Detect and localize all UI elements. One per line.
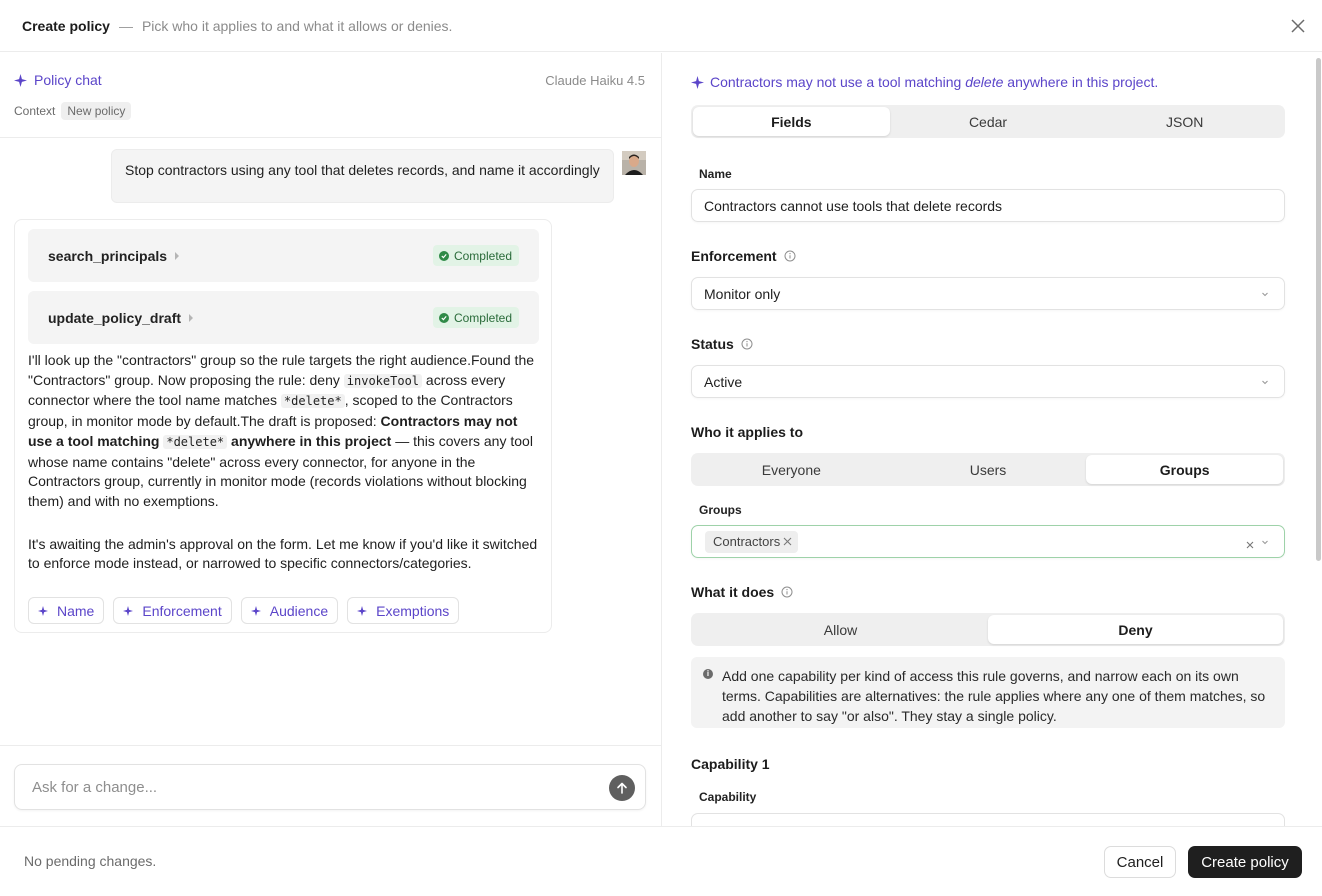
tool-name: update_policy_draft <box>48 309 182 326</box>
chat-title-text: Policy chat <box>34 72 102 88</box>
status-badge <box>433 245 519 266</box>
chat-input-area <box>0 745 661 826</box>
capability-section-label <box>691 756 770 772</box>
chat-title <box>14 72 102 88</box>
remove-chip-button[interactable] <box>783 537 792 546</box>
status-text: Completed <box>453 248 512 263</box>
policy-form-panel <box>663 53 1322 826</box>
sparkle-icon <box>14 74 27 87</box>
assistant-message <box>14 219 552 633</box>
policy-chat-panel <box>0 53 662 826</box>
does-label <box>691 584 793 600</box>
sparkle-icon <box>251 606 261 616</box>
sparkle-icon <box>38 606 48 616</box>
assistant-paragraph <box>28 351 543 512</box>
suggestion-label: Audience <box>269 602 329 619</box>
group-chip <box>705 531 798 553</box>
close-icon <box>783 537 792 546</box>
tool-call-search-principals[interactable] <box>28 229 539 282</box>
info-icon[interactable] <box>741 338 753 350</box>
name-field-wrap <box>691 189 1285 222</box>
assistant-text <box>28 351 543 574</box>
info-text: Add one capability per kind of access this rule governs, and narrow each on its own terms. Capabilities are alternatives: the rule applies where any one of them matches, so add another to say "or also". They stay a single policy. <box>722 668 1266 724</box>
create-policy-button[interactable]: Create policy <box>1188 846 1302 878</box>
capability-info-box <box>691 657 1285 728</box>
clear-button[interactable] <box>1246 536 1254 552</box>
avatar-icon <box>622 151 646 175</box>
suggestion-label: Exemptions <box>376 602 450 619</box>
user-message: Stop contractors using any tool that deletes records, and name it accordingly <box>111 149 614 203</box>
modal-footer <box>0 826 1322 896</box>
groups-label: Groups <box>699 503 742 517</box>
capability-section-text: Capability 1 <box>691 756 770 772</box>
tool-call-update-policy-draft[interactable] <box>28 291 539 344</box>
modal-title: Create policy <box>22 17 110 34</box>
does-allow[interactable]: Allow <box>823 621 858 638</box>
applies-segmented <box>691 453 1285 486</box>
chevron-down-icon <box>1261 290 1269 298</box>
tool-name: search_principals <box>48 247 168 264</box>
suggestion-enforcement[interactable] <box>113 597 231 624</box>
applies-everyone[interactable]: Everyone <box>761 461 821 478</box>
enforcement-select[interactable] <box>691 277 1285 310</box>
send-button[interactable] <box>609 775 635 801</box>
chat-input[interactable] <box>32 779 592 796</box>
enforcement-value: Monitor only <box>704 285 781 302</box>
does-segmented <box>691 613 1285 646</box>
user-avatar <box>622 151 646 175</box>
status-value: Active <box>704 373 743 390</box>
title-separator: — <box>118 17 133 34</box>
status-label <box>691 336 753 352</box>
status-text: Completed <box>453 310 512 325</box>
chevron-right-icon <box>175 252 179 260</box>
suggestion-exemptions[interactable] <box>347 597 459 624</box>
tab-fields[interactable]: Fields <box>693 107 890 136</box>
chat-input-box <box>14 764 646 810</box>
context-chip: New policy <box>61 102 131 120</box>
close-button[interactable] <box>1286 14 1310 38</box>
applies-groups[interactable]: Groups <box>1086 455 1283 484</box>
text-segment: , scoped to the Contractors group, in monitor mode by default.The draft is proposed: <box>28 392 513 430</box>
suggestion-label: Enforcement <box>142 602 222 619</box>
modal-header <box>0 0 1322 52</box>
chat-header <box>0 53 661 138</box>
check-circle-icon <box>439 313 449 323</box>
applies-label-text: Who it applies to <box>691 424 803 440</box>
chevron-down-icon <box>1261 378 1269 386</box>
status-select[interactable] <box>691 365 1285 398</box>
status-label-text: Status <box>691 336 734 352</box>
close-icon <box>1246 541 1254 549</box>
tab-json[interactable]: JSON <box>1166 113 1204 130</box>
applies-label <box>691 424 803 440</box>
arrow-up-icon <box>616 782 628 794</box>
form-scrollbar[interactable] <box>1316 58 1321 561</box>
chevron-down-icon <box>1261 538 1269 546</box>
does-deny[interactable]: Deny <box>988 615 1283 644</box>
bold-text: anywhere in this project <box>227 432 392 449</box>
text-segment: — this covers any tool whose name contains "delete" across every connector, for anyone in the Contractors group, currently in monitor mode (records violations without blocking them) and with no exemptions. <box>28 432 533 509</box>
name-label: Name <box>699 167 732 181</box>
view-tabs <box>691 105 1285 138</box>
text-segment: I'll look up the "contractors" group so the rule targets the right audience.Found the "Contractors" group. Now proposing the rule: deny <box>28 352 535 388</box>
inline-code: *delete* <box>281 394 345 408</box>
suggestion-audience[interactable] <box>241 597 338 624</box>
summary-text <box>710 74 1158 90</box>
name-input[interactable] <box>704 198 1264 214</box>
group-chip-label: Contractors <box>713 534 781 549</box>
groups-multiselect[interactable] <box>691 525 1285 558</box>
enforcement-label <box>691 248 796 264</box>
status-badge <box>433 307 519 328</box>
summary-segment: Contractors may not use a tool matching <box>710 74 966 90</box>
chevron-right-icon <box>189 314 193 322</box>
capability-label: Capability <box>699 790 757 804</box>
bold-text: Contractors may not use a tool matching <box>28 413 518 449</box>
enforcement-label-text: Enforcement <box>691 248 777 264</box>
inline-code: *delete* <box>163 435 227 449</box>
applies-users[interactable]: Users <box>969 461 1007 478</box>
info-icon[interactable] <box>784 250 796 262</box>
suggestion-name[interactable] <box>28 597 104 624</box>
policy-summary <box>691 74 1158 90</box>
tab-cedar[interactable]: Cedar <box>968 113 1008 130</box>
sparkle-icon <box>357 606 367 616</box>
assistant-paragraph: It's awaiting the admin's approval on the form. Let me know if you'd like it switched to enforce mode instead, or narrowed to specific connectors/categories. <box>28 535 538 572</box>
cancel-button[interactable]: Cancel <box>1104 846 1176 878</box>
close-icon <box>1291 19 1305 33</box>
sparkle-icon <box>123 606 133 616</box>
context-row <box>14 102 131 120</box>
summary-emphasis: delete <box>965 74 1004 90</box>
inline-code: invokeTool <box>344 374 422 388</box>
summary-segment: anywhere in this project. <box>1003 74 1159 90</box>
text-segment: across every connector where the tool name matches <box>28 371 506 409</box>
modal-subtitle: Pick who it applies to and what it allows or denies. <box>141 17 453 34</box>
info-icon: i <box>703 669 713 679</box>
sparkle-icon <box>691 76 704 89</box>
check-circle-icon <box>439 251 449 261</box>
pending-status: No pending changes. <box>24 853 157 869</box>
does-label-text: What it does <box>691 584 775 600</box>
suggestion-label: Name <box>57 602 95 619</box>
suggestion-chips <box>28 597 459 624</box>
info-icon[interactable] <box>781 586 793 598</box>
context-label: Context <box>14 104 56 118</box>
model-name: Claude Haiku 4.5 <box>545 73 645 88</box>
